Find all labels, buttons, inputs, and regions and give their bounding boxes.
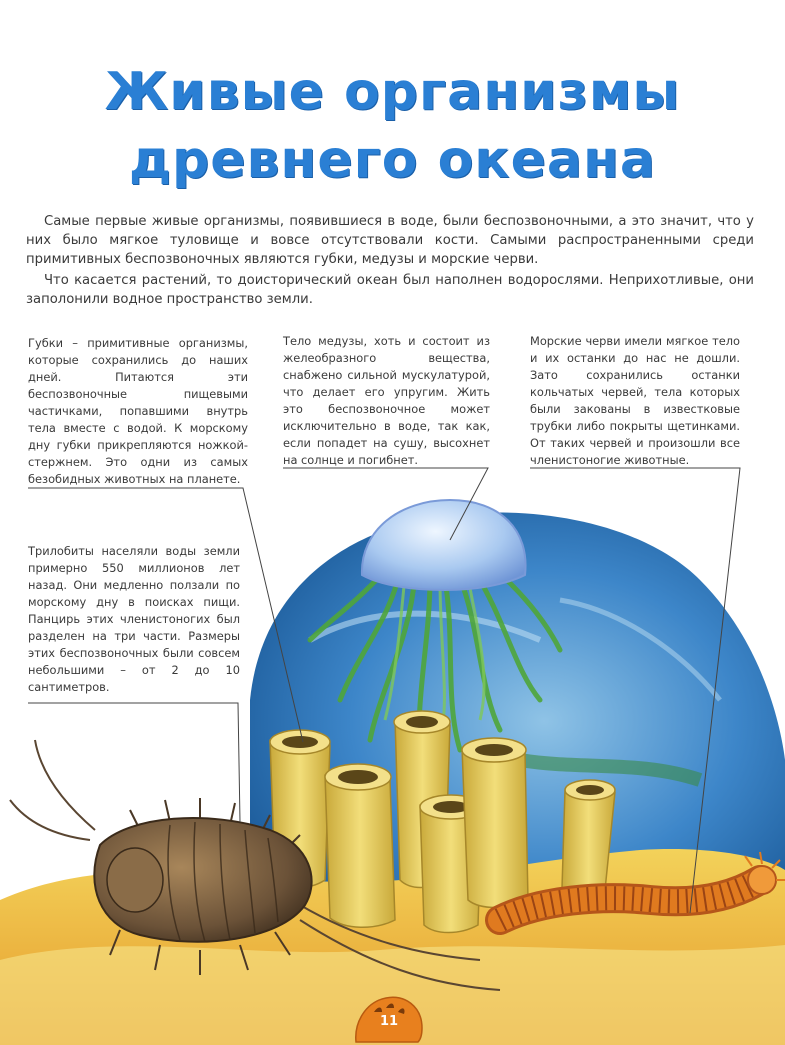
leader-line-trilobites <box>28 703 240 822</box>
intro-paragraph-1: Самые первые живые организмы, появившиеся в воде, были беспозвоночными, а это значит, что у них было мягкое туловище и вовсе отсутствовали кости. Самыми распространенными среди примитивных беспозвоночных являются губки, медузы и морские черви. <box>26 214 754 267</box>
page-title-line-2: древнего океана <box>129 130 656 190</box>
jellyfish-bell <box>362 500 526 590</box>
page-number: 11 <box>379 1014 399 1029</box>
note-trilobites: Трилобиты населяли воды земли примерно 550 миллионов лет назад. Они медленно ползали по морскому дну в поисках пищи. Панцирь этих членистоногих был разделен на три части. Размеры этих беспозвоночных были совсем небольшими – от 2 до 10 сантиметров. <box>28 544 240 694</box>
intro-paragraph-2: Что касается растений, то доисторический океан был наполнен водорослями. Неприхотливые, они заполонили водное пространство земли. <box>26 273 754 307</box>
note-jellyfish: Тело медузы, хоть и состоит из желеобразного вещества, снабжено сильной мускулатурой, что делает его упругим. Жить это беспозвоночное может исключительно в воде, так как, если попадет на сушу, высохнет на солнце и погибнет. <box>283 334 490 467</box>
note-sponges: Губки – примитивные организмы, которые сохранились до наших дней. Питаются эти беспозвоночные пищевыми частичками, попавшими внутрь тела вместе с водой. К морскому дну губки прикрепляются ножкой-стержнем. Это одни из самых безобидных животных на планете. <box>28 336 248 486</box>
page-number-badge <box>352 992 426 1044</box>
note-worms: Морские черви имели мягкое тело и их останки до нас не дошли. Зато сохранились останки кольчатых червей, тела которых были закованы в известковые трубки либо покрыты щетинками. От таких червей и произошли все членистоногие животные. <box>530 334 740 467</box>
page-title-line-1: Живые организмы <box>104 62 681 122</box>
